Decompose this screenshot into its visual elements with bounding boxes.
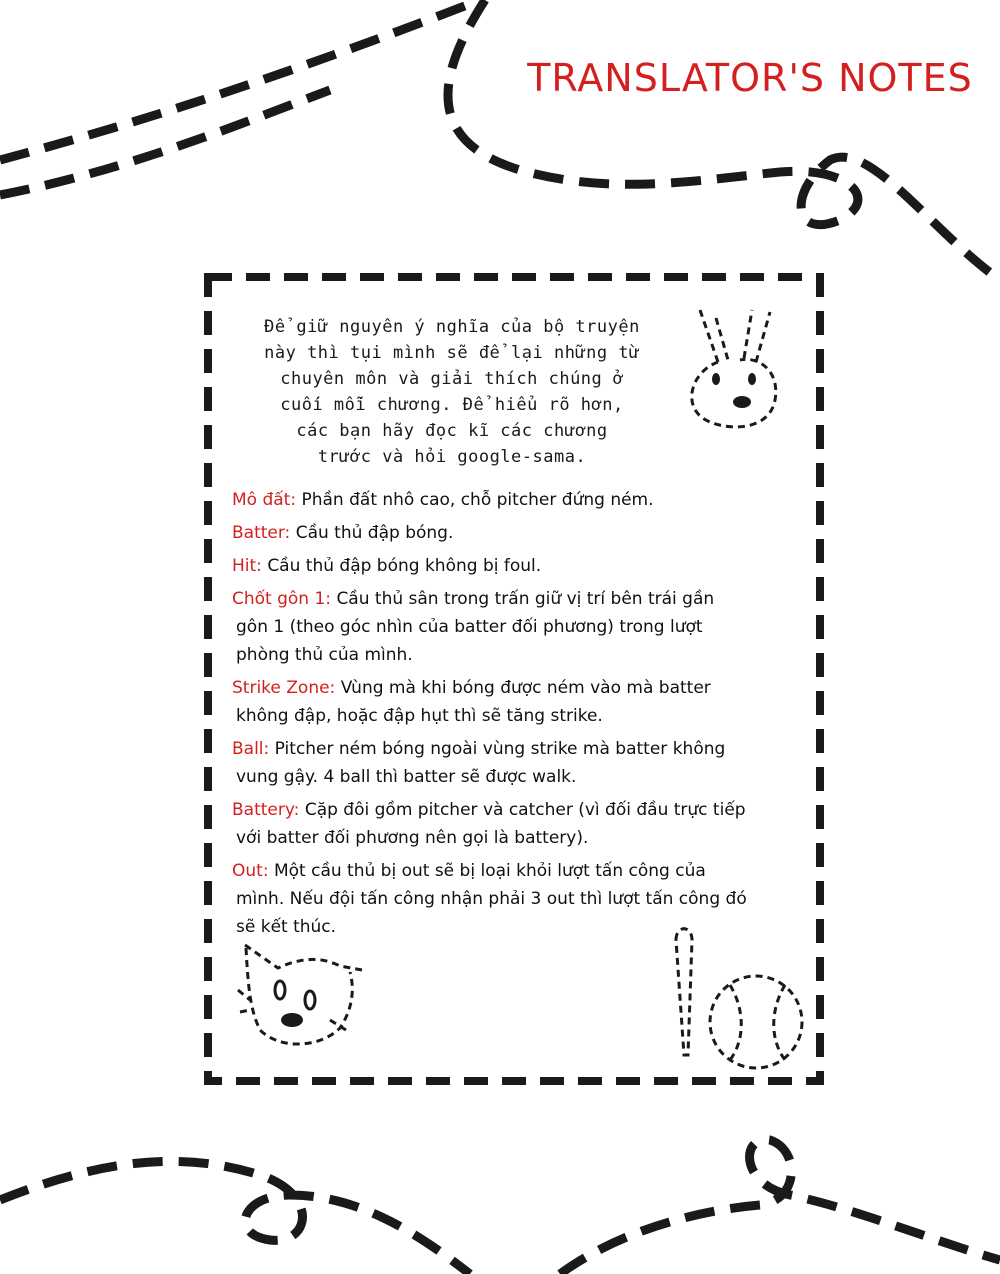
intro-line: cuối mỗi chương. Để hiểu rõ hơn, xyxy=(280,395,624,415)
term-definition: mình. Nếu đội tấn công nhận phải 3 out thì lượt tấn công đó xyxy=(236,889,747,909)
intro-line: này thì tụi mình sẽ để lại những từ xyxy=(264,343,640,363)
glossary-item xyxy=(232,674,812,730)
term-definition: sẽ kết thúc. xyxy=(236,917,337,937)
term-label: Out: xyxy=(232,861,269,881)
intro-paragraph xyxy=(234,314,670,470)
glossary-item xyxy=(232,552,812,580)
term-definition: vung gậy. 4 ball thì batter sẽ được walk. xyxy=(236,767,577,787)
term-label: Mô đất: xyxy=(232,490,297,510)
glossary-item xyxy=(232,857,812,941)
glossary-item xyxy=(232,796,812,852)
term-definition: Cặp đôi gồm pitcher và catcher (vì đối đầu trực tiếp xyxy=(304,800,746,820)
term-definition: Cầu thủ sân trong trấn giữ vị trí bên trái gần xyxy=(336,589,715,609)
term-definition: phòng thủ của mình. xyxy=(236,645,413,665)
term-label: Batter: xyxy=(232,523,291,543)
term-definition: Vùng mà khi bóng được ném vào mà batter xyxy=(340,678,711,698)
glossary-item xyxy=(232,519,812,547)
term-definition: Một cầu thủ bị out sẽ bị loại khỏi lượt tấn công của xyxy=(273,861,706,881)
term-label: Ball: xyxy=(232,739,270,759)
glossary-list xyxy=(232,486,812,946)
term-definition: không đập, hoặc đập hụt thì sẽ tăng strike. xyxy=(236,706,603,726)
term-definition: Cầu thủ đập bóng không bị foul. xyxy=(267,556,542,576)
intro-line: chuyên môn và giải thích chúng ở xyxy=(280,369,624,389)
term-definition: gôn 1 (theo góc nhìn của batter đối phương) trong lượt xyxy=(236,617,703,637)
glossary-item xyxy=(232,735,812,791)
term-label: Battery: xyxy=(232,800,300,820)
term-definition: Cầu thủ đập bóng. xyxy=(295,523,454,543)
glossary-item xyxy=(232,486,812,514)
intro-line: trước và hỏi google-sama. xyxy=(317,447,587,467)
term-label: Chốt gôn 1: xyxy=(232,589,332,609)
term-definition: Pitcher ném bóng ngoài vùng strike mà batter không xyxy=(274,739,726,759)
page-title: TRANSLATOR'S NOTES xyxy=(527,56,973,100)
glossary-item xyxy=(232,585,812,669)
term-label: Strike Zone: xyxy=(232,678,336,698)
term-label: Hit: xyxy=(232,556,262,576)
term-definition: Phần đất nhô cao, chỗ pitcher đứng ném. xyxy=(301,490,654,510)
intro-line: Để giữ nguyên ý nghĩa của bộ truyện xyxy=(264,317,640,337)
intro-line: các bạn hãy đọc kĩ các chương xyxy=(296,421,608,441)
term-definition: với batter đối phương nên gọi là battery). xyxy=(236,828,589,848)
